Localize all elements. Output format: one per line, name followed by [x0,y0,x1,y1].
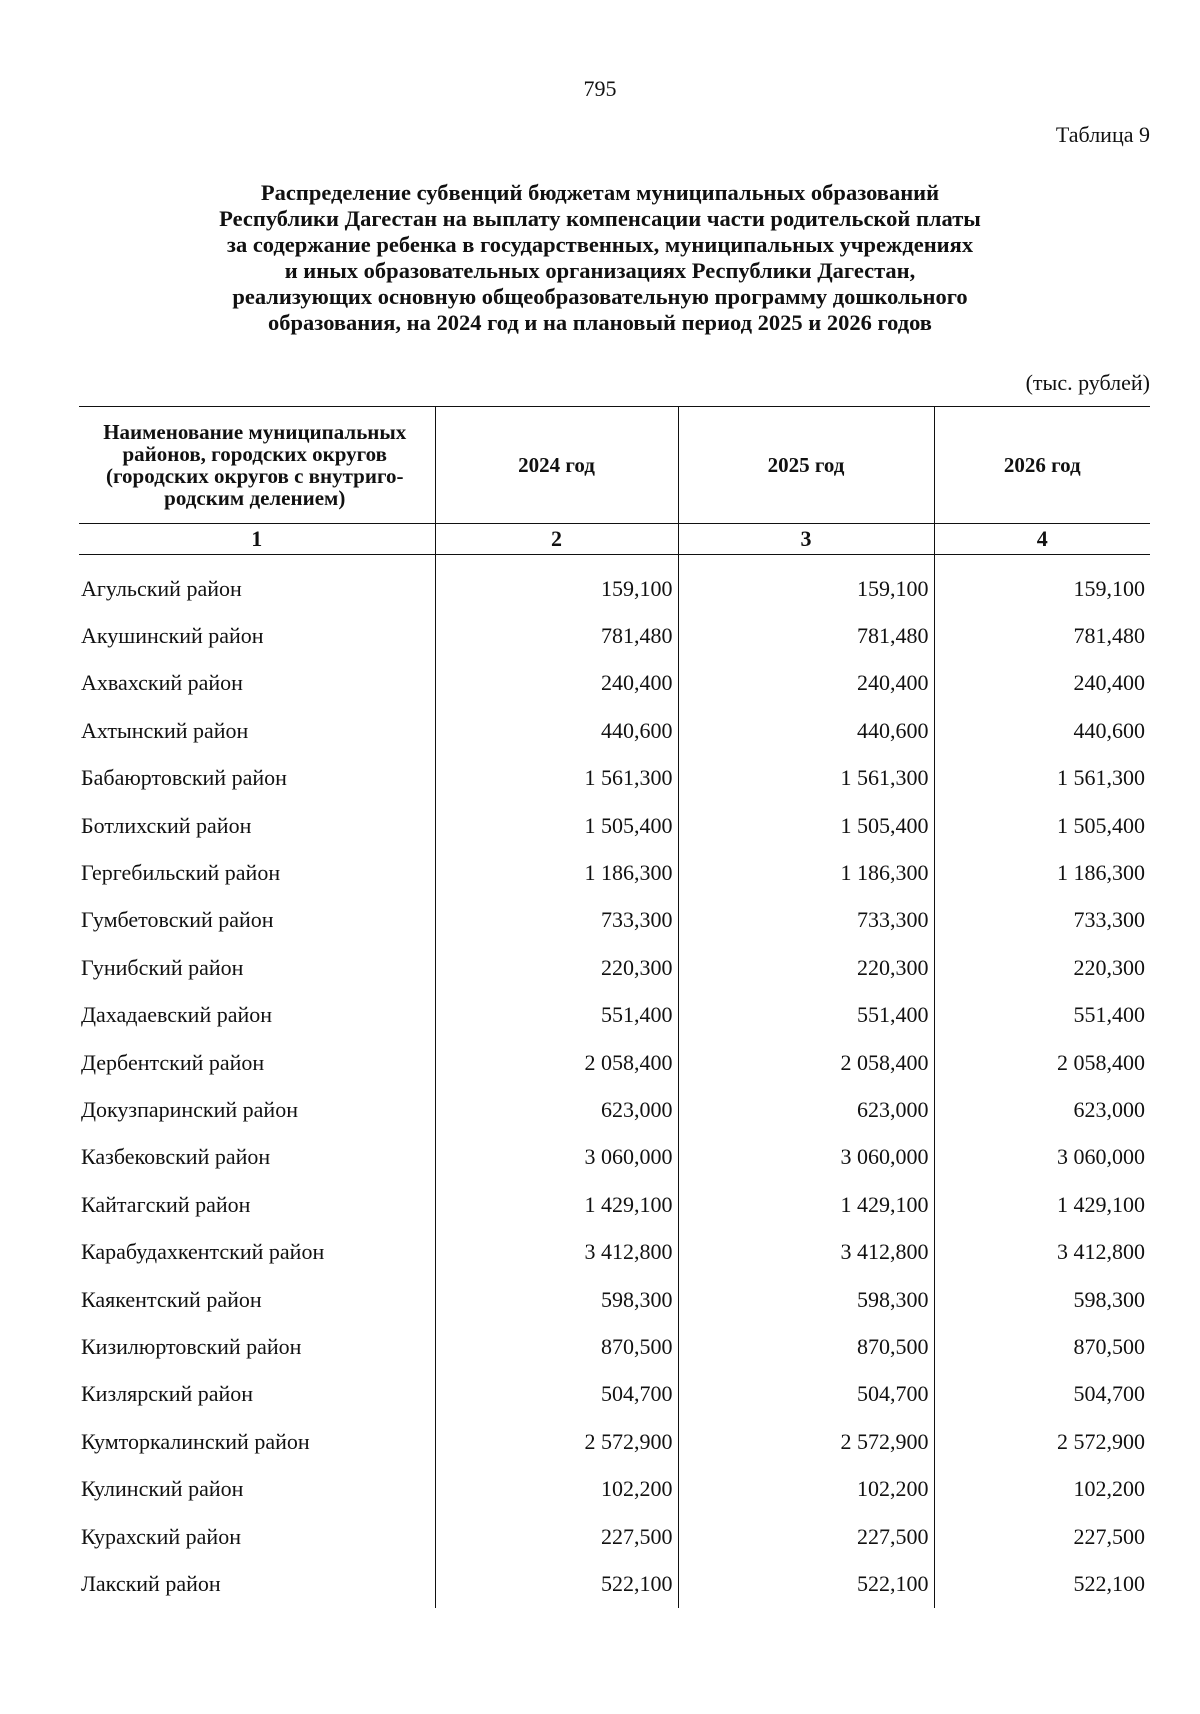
district-name-cell: Бабаюртовский район [81,765,287,791]
district-name-cell: Ахтынский район [81,717,249,743]
value-2025-cell: 504,700 [678,1371,934,1418]
table-row [79,897,1150,944]
district-name-cell: Дербентский район [81,1049,265,1075]
value-2026-cell: 102,200 [934,1465,1150,1512]
value-2024-cell: 102,200 [435,1465,678,1512]
value-2026-cell: 1 429,100 [934,1181,1150,1228]
district-name-cell: Кизлярский район [81,1381,254,1407]
column-number: 3 [678,524,934,555]
value-2024-cell: 504,700 [435,1371,678,1418]
value-2025-cell: 1 505,400 [678,802,934,849]
district-name-cell: Докузпаринский район [81,1096,298,1122]
district-name-cell: Агульский район [81,575,242,601]
title-line: реализующих основную общеобразовательную программу дошкольного [232,284,968,309]
value-2024-cell: 598,300 [435,1276,678,1323]
value-2024-cell: 1 505,400 [435,802,678,849]
table-row [79,1465,1150,1512]
column-number: 1 [79,524,435,555]
table-row [79,1228,1150,1275]
district-name-cell: Кайтагский район [81,1191,251,1217]
value-2025-cell: 522,100 [678,1560,934,1607]
district-name-cell: Ахвахский район [81,670,243,696]
value-2026-cell: 1 561,300 [934,755,1150,802]
table-row [79,755,1150,802]
table-row [79,1513,1150,1560]
district-name-cell: Курахский район [81,1523,241,1549]
value-2024-cell: 2 058,400 [435,1039,678,1086]
value-2025-cell: 440,600 [678,707,934,754]
district-name-cell: Кумторкалинский район [81,1428,310,1454]
value-2025-cell: 2 058,400 [678,1039,934,1086]
value-2025-cell: 781,480 [678,612,934,659]
value-2026-cell: 220,300 [934,944,1150,991]
value-2026-cell: 2 572,900 [934,1418,1150,1465]
table-row [79,802,1150,849]
table-header-row [79,407,1150,524]
district-name-cell: Гумбетовский район [81,907,274,933]
page-number: 795 [583,76,617,101]
value-2026-cell: 2 058,400 [934,1039,1150,1086]
column-header-2024: 2024 год [435,407,678,524]
value-2026-cell: 240,400 [934,660,1150,707]
column-header-2025: 2025 год [678,407,934,524]
table-row [79,1560,1150,1607]
value-2025-cell: 227,500 [678,1513,934,1560]
district-name-cell: Карабудахкентский район [81,1239,325,1265]
value-2025-cell: 733,300 [678,897,934,944]
units-label: (тыс. рублей) [1025,370,1150,395]
value-2025-cell: 598,300 [678,1276,934,1323]
value-2024-cell: 3 412,800 [435,1228,678,1275]
value-2026-cell: 870,500 [934,1323,1150,1370]
value-2024-cell: 1 561,300 [435,755,678,802]
value-2025-cell: 1 186,300 [678,849,934,896]
value-2024-cell: 227,500 [435,1513,678,1560]
value-2024-cell: 870,500 [435,1323,678,1370]
value-2025-cell: 3 412,800 [678,1228,934,1275]
table-row [79,1371,1150,1418]
title-line: образования, на 2024 год и на плановый период 2025 и 2026 годов [268,310,932,335]
value-2026-cell: 159,100 [934,555,1150,613]
value-2024-cell: 551,400 [435,992,678,1039]
district-name-cell: Ботлихский район [81,812,252,838]
district-name-cell: Кулинский район [81,1476,244,1502]
value-2024-cell: 1 186,300 [435,849,678,896]
value-2026-cell: 733,300 [934,897,1150,944]
header-name-line: (городских округов с внутриго- [106,464,404,488]
value-2024-cell: 240,400 [435,660,678,707]
table-row [79,992,1150,1039]
table-row [79,1323,1150,1370]
value-2024-cell: 522,100 [435,1560,678,1607]
table-row [79,1039,1150,1086]
table-row [79,1181,1150,1228]
table-body [79,555,1150,1608]
value-2026-cell: 1 186,300 [934,849,1150,896]
table-label: Таблица 9 [1055,122,1150,147]
value-2026-cell: 598,300 [934,1276,1150,1323]
table-row [79,555,1150,613]
value-2026-cell: 623,000 [934,1086,1150,1133]
value-2026-cell: 1 505,400 [934,802,1150,849]
column-number-row [79,524,1150,555]
header-name-line: родским делением) [164,486,346,510]
district-name-cell: Гунибский район [81,954,244,980]
value-2024-cell: 733,300 [435,897,678,944]
header-name-line: районов, городских округов [122,442,387,466]
value-2026-cell: 3 060,000 [934,1134,1150,1181]
value-2024-cell: 1 429,100 [435,1181,678,1228]
title-line: и иных образовательных организациях Республики Дагестан, [284,258,916,283]
table-row [79,944,1150,991]
title-line: за содержание ребенка в государственных, муниципальных учреждениях [226,232,974,257]
value-2025-cell: 220,300 [678,944,934,991]
value-2025-cell: 551,400 [678,992,934,1039]
value-2024-cell: 781,480 [435,612,678,659]
value-2024-cell: 440,600 [435,707,678,754]
value-2026-cell: 504,700 [934,1371,1150,1418]
table-row [79,1086,1150,1133]
value-2024-cell: 3 060,000 [435,1134,678,1181]
table-row [79,1276,1150,1323]
district-name-cell: Акушинский район [81,623,264,649]
value-2026-cell: 440,600 [934,707,1150,754]
table-row [79,849,1150,896]
district-name-cell: Дахадаевский район [81,1002,273,1028]
value-2026-cell: 3 412,800 [934,1228,1150,1275]
value-2026-cell: 227,500 [934,1513,1150,1560]
table-row [79,1134,1150,1181]
district-name-cell: Гергебильский район [81,860,281,886]
value-2025-cell: 870,500 [678,1323,934,1370]
column-number: 4 [934,524,1150,555]
value-2024-cell: 159,100 [435,555,678,613]
district-name-cell: Каякентский район [81,1286,262,1312]
column-header-2026: 2026 год [934,407,1150,524]
value-2025-cell: 240,400 [678,660,934,707]
table-row [79,612,1150,659]
column-number: 2 [435,524,678,555]
district-name-cell: Кизилюртовский район [81,1333,302,1359]
table-row [79,1418,1150,1465]
district-name-cell: Лакский район [81,1570,221,1596]
value-2025-cell: 159,100 [678,555,934,613]
value-2024-cell: 2 572,900 [435,1418,678,1465]
header-name-line: Наименование муниципальных [103,420,407,444]
value-2026-cell: 551,400 [934,992,1150,1039]
title-line: Республики Дагестан на выплату компенсации части родительской платы [219,206,981,231]
value-2025-cell: 1 561,300 [678,755,934,802]
value-2024-cell: 220,300 [435,944,678,991]
column-header-name [79,407,435,524]
value-2025-cell: 102,200 [678,1465,934,1512]
value-2024-cell: 623,000 [435,1086,678,1133]
table-row [79,707,1150,754]
value-2025-cell: 3 060,000 [678,1134,934,1181]
table-row [79,660,1150,707]
value-2026-cell: 781,480 [934,612,1150,659]
subvention-table [79,406,1150,1608]
document-title [130,180,1070,336]
value-2025-cell: 623,000 [678,1086,934,1133]
value-2026-cell: 522,100 [934,1560,1150,1607]
district-name-cell: Казбековский район [81,1144,271,1170]
value-2025-cell: 1 429,100 [678,1181,934,1228]
value-2025-cell: 2 572,900 [678,1418,934,1465]
title-line: Распределение субвенций бюджетам муниципальных образований [260,180,940,205]
